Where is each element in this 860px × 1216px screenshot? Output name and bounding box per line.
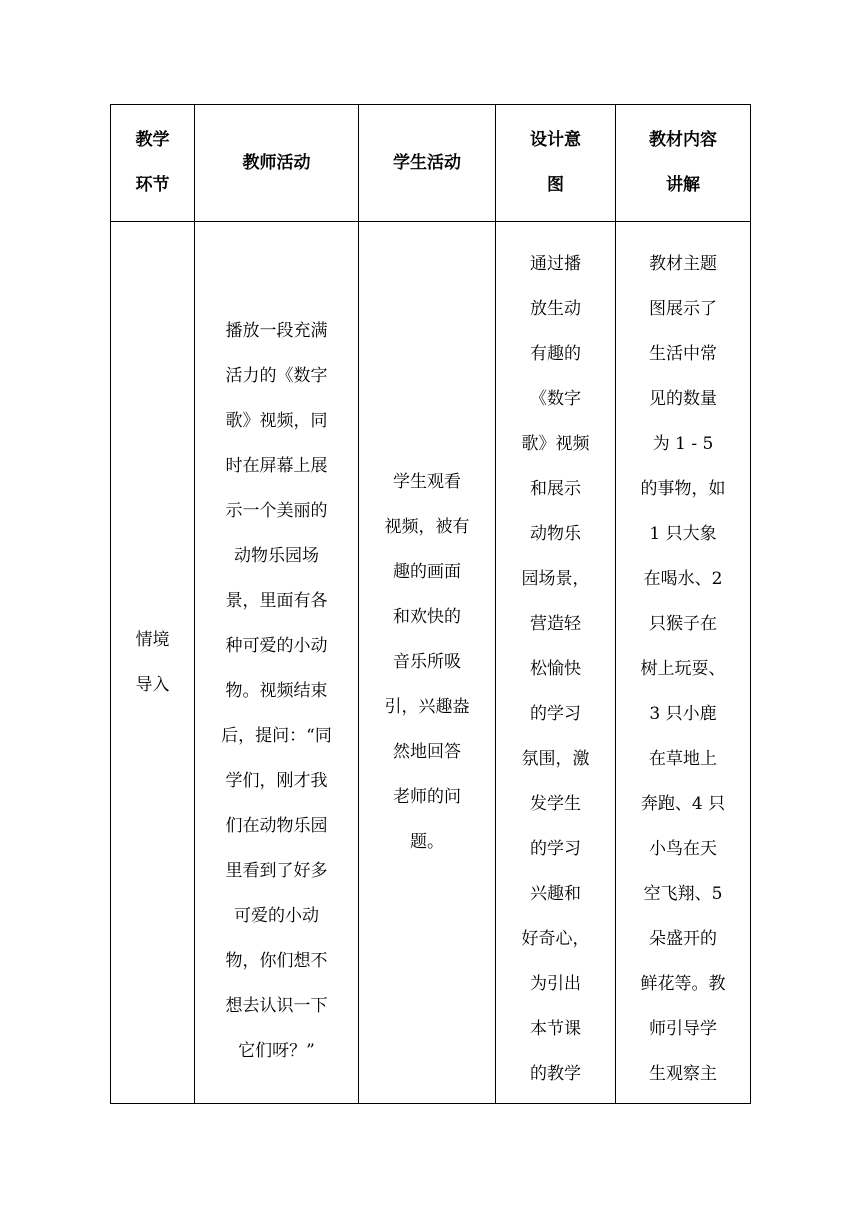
text-line: 见的数量 — [649, 388, 717, 409]
text-line: 趣的画面 — [393, 562, 461, 582]
text-line: 的学习 — [530, 703, 581, 724]
header-teacher-activity: 教师活动 — [195, 105, 359, 222]
text-line: 里看到了好多 — [225, 861, 328, 881]
content-explanation-text — [616, 229, 750, 1097]
text-line: 生活中常 — [649, 343, 717, 364]
text-line: 本节课 — [530, 1018, 581, 1039]
text-line: 景，里面有各 — [225, 591, 328, 611]
text-line: 歌》视频，同 — [225, 411, 328, 431]
header-row — [111, 105, 751, 222]
student-activity-text — [359, 460, 495, 865]
text-line: 只猴子在 — [649, 613, 717, 634]
text-line: 发学生 — [530, 793, 581, 814]
text-line: 歌》视频 — [521, 433, 590, 454]
text-line: 1 只大象 — [649, 523, 717, 544]
text-line: 有趣的 — [530, 343, 581, 364]
text-line: 的事物，如 — [640, 478, 726, 499]
text-line: 物，你们想不 — [225, 951, 328, 971]
cell-stage — [111, 222, 195, 1104]
text-line: 和展示 — [530, 478, 581, 499]
text-line: 在喝水、2 — [643, 568, 723, 589]
text-line: 鲜花等。教 — [640, 973, 726, 994]
text-line: 放生动 — [530, 298, 581, 319]
text-line: 氛围，激 — [521, 748, 590, 769]
text-line: 好奇心， — [521, 928, 590, 949]
text-line: 动物乐园场 — [234, 546, 319, 566]
text-line: 园场景， — [521, 568, 590, 589]
text-line: 3 只小鹿 — [649, 703, 717, 724]
text-line: 时在屏幕上展 — [225, 456, 328, 476]
text-line: 为 1 - 5 — [652, 433, 714, 454]
text-line: 学生观看 — [393, 472, 461, 492]
teacher-activity-text — [195, 251, 358, 1074]
text-line: 们在动物乐园 — [225, 816, 328, 836]
text-line: 播放一段充满 — [225, 321, 328, 341]
text-line: 兴趣和 — [530, 883, 581, 904]
cell-design-intent — [496, 222, 616, 1104]
header-stage: 教学 环节 — [111, 105, 195, 222]
design-intent-text — [496, 229, 615, 1097]
text-line: 师引导学 — [649, 1018, 717, 1039]
text-line: 它们呀？” — [238, 1041, 315, 1061]
text-line: 音乐所吸 — [393, 652, 461, 672]
text-line: 通过播 — [530, 253, 581, 274]
text-line: 视频，被有 — [384, 517, 470, 537]
text-line: 题。 — [410, 832, 444, 852]
text-line: 营造轻 — [530, 613, 581, 634]
text-line: 可爱的小动 — [234, 906, 319, 926]
text-line: 示一个美丽的 — [225, 501, 328, 521]
text-line: 小鸟在天 — [649, 838, 717, 859]
text-line: 生观察主 — [649, 1063, 717, 1084]
cell-student-activity — [359, 222, 496, 1104]
text-line: 图展示了 — [649, 298, 717, 319]
text-line: 的学习 — [530, 838, 581, 859]
text-line: 然地回答 — [393, 742, 461, 762]
text-line: 后，提问：“同 — [221, 726, 332, 746]
text-line: 在草地上 — [649, 748, 717, 769]
stage-text — [111, 618, 194, 708]
text-line: 空飞翔、5 — [643, 883, 723, 904]
text-line: 奔跑、4 只 — [640, 793, 726, 814]
text-line: 的教学 — [530, 1063, 581, 1084]
text-line: 老师的问 — [393, 787, 461, 807]
header-student-activity: 学生活动 — [359, 105, 496, 222]
table-row — [111, 222, 751, 1104]
text-line: 物。视频结束 — [225, 681, 328, 701]
text-line: 想去认识一下 — [225, 996, 328, 1016]
text-line: 松愉快 — [530, 658, 581, 679]
cell-content-explanation — [616, 222, 751, 1104]
text-line: 树上玩耍、 — [640, 658, 726, 679]
lesson-plan-table — [110, 104, 751, 1104]
text-line: 和欢快的 — [393, 607, 461, 627]
text-line: 《数字 — [530, 388, 581, 409]
text-line: 种可爱的小动 — [225, 636, 328, 656]
text-line: 动物乐 — [530, 523, 581, 544]
text-line: 学们，刚才我 — [225, 771, 328, 791]
cell-teacher-activity — [195, 222, 359, 1104]
text-line: 导入 — [135, 674, 170, 695]
header-design-intent: 设计意 图 — [496, 105, 616, 222]
text-line: 活力的《数字 — [225, 366, 328, 386]
text-line: 引，兴趣盎 — [384, 697, 470, 717]
header-content-explanation: 教材内容 讲解 — [616, 105, 751, 222]
text-line: 情境 — [135, 629, 170, 650]
text-line: 为引出 — [530, 973, 581, 994]
text-line: 朵盛开的 — [649, 928, 717, 949]
text-line: 教材主题 — [649, 253, 717, 274]
